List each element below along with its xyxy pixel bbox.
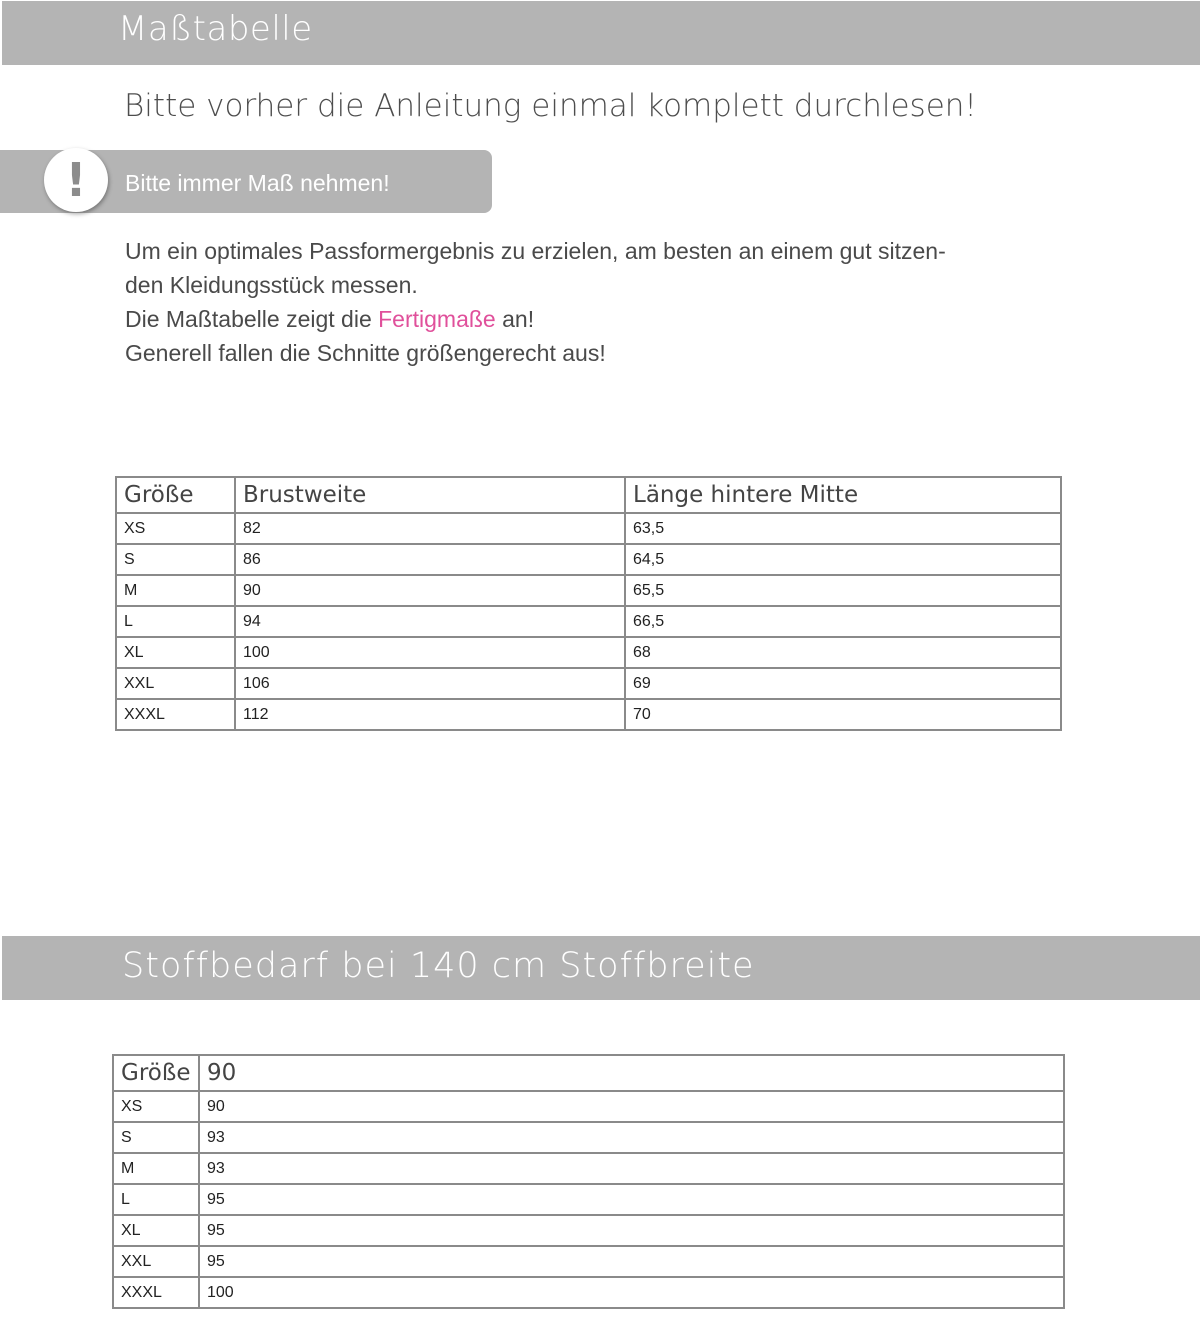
column-header-chest: Brustweite (235, 477, 625, 513)
paragraph-line: Um ein optimales Passformergebnis zu erzielen, am besten an einem gut sitzen- (125, 238, 946, 264)
table-row (116, 575, 1061, 606)
paragraph-text: an! (495, 306, 535, 332)
size-cell: XXL (113, 1246, 199, 1277)
table-row (113, 1091, 1064, 1122)
column-header-back-length: Länge hintere Mitte (625, 477, 1061, 513)
table-row (113, 1153, 1064, 1184)
back-length-cell: 70 (625, 699, 1061, 730)
size-cell: XXXL (116, 699, 235, 730)
table-header-row (113, 1055, 1064, 1091)
size-cell: XS (116, 513, 235, 544)
back-length-cell: 63,5 (625, 513, 1061, 544)
table-row (113, 1184, 1064, 1215)
back-length-cell: 64,5 (625, 544, 1061, 575)
table-row (116, 544, 1061, 575)
fabric-cell: 95 (199, 1246, 1064, 1277)
fabric-cell: 90 (199, 1091, 1064, 1122)
exclamation-icon: ! (44, 148, 108, 212)
fabric-cell: 95 (199, 1215, 1064, 1246)
back-length-cell: 69 (625, 668, 1061, 699)
chest-cell: 86 (235, 544, 625, 575)
paragraph-line (125, 302, 946, 336)
table-row (116, 606, 1061, 637)
size-table (115, 476, 1062, 731)
chest-cell: 112 (235, 699, 625, 730)
table-row (116, 513, 1061, 544)
paragraph-text: Die Maßtabelle zeigt die (125, 306, 379, 332)
page-title: Maßtabelle (118, 9, 313, 49)
size-cell: XL (113, 1215, 199, 1246)
fabric-cell: 93 (199, 1153, 1064, 1184)
size-cell: XXXL (113, 1277, 199, 1308)
notice-text: Bitte immer Maß nehmen! (125, 170, 390, 196)
chest-cell: 100 (235, 637, 625, 668)
header-banner (2, 1, 1200, 65)
size-cell: S (116, 544, 235, 575)
fabric-cell: 93 (199, 1122, 1064, 1153)
size-cell: L (116, 606, 235, 637)
size-cell: XS (113, 1091, 199, 1122)
table-row (113, 1277, 1064, 1308)
column-header-size: Größe (116, 477, 235, 513)
chest-cell: 82 (235, 513, 625, 544)
table-header-row (116, 477, 1061, 513)
intro-text: Bitte vorher die Anleitung einmal komplett durchlesen! (124, 88, 977, 124)
table-row (116, 637, 1061, 668)
chest-cell: 106 (235, 668, 625, 699)
size-cell: XXL (116, 668, 235, 699)
fabric-cell: 100 (199, 1277, 1064, 1308)
table-row (116, 668, 1061, 699)
fabric-table (112, 1054, 1065, 1309)
back-length-cell: 68 (625, 637, 1061, 668)
table-row (116, 699, 1061, 730)
paragraph-line: den Kleidungsstück messen. (125, 272, 418, 298)
size-cell: M (113, 1153, 199, 1184)
chest-cell: 90 (235, 575, 625, 606)
table-row (113, 1215, 1064, 1246)
chest-cell: 94 (235, 606, 625, 637)
finished-measurements-highlight: Fertigmaße (378, 306, 496, 332)
back-length-cell: 65,5 (625, 575, 1061, 606)
size-cell: L (113, 1184, 199, 1215)
fabric-cell: 95 (199, 1184, 1064, 1215)
info-paragraph (125, 234, 946, 370)
back-length-cell: 66,5 (625, 606, 1061, 637)
table-row (113, 1122, 1064, 1153)
size-cell: XL (116, 637, 235, 668)
column-header-fabric: 90 (199, 1055, 1064, 1091)
paragraph-line: Generell fallen die Schnitte größengerecht aus! (125, 340, 606, 366)
fabric-section-banner (2, 936, 1200, 1000)
size-cell: M (116, 575, 235, 606)
size-cell: S (113, 1122, 199, 1153)
column-header-size: Größe (113, 1055, 199, 1091)
table-row (113, 1246, 1064, 1277)
fabric-section-title: Stoffbedarf bei 140 cm Stoffbreite (122, 946, 755, 986)
